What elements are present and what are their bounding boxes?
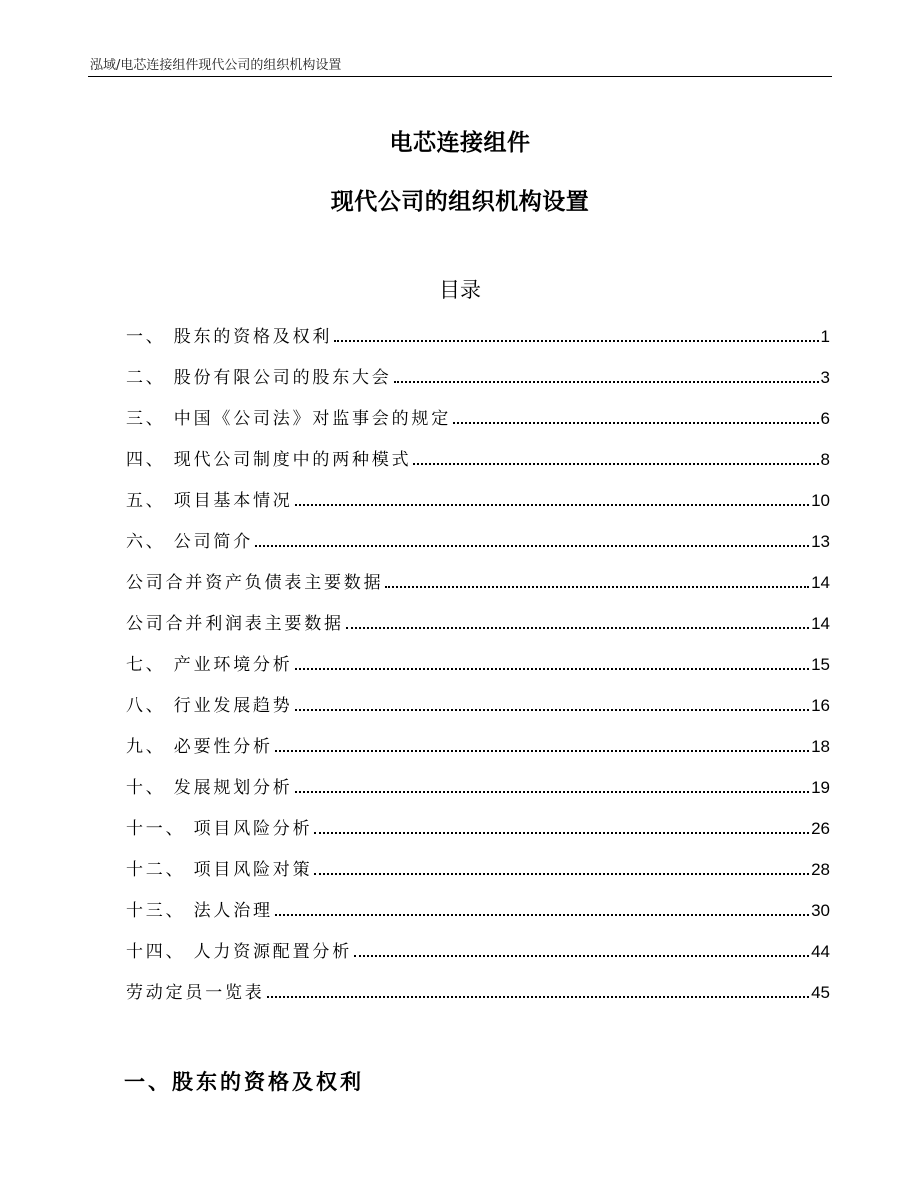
- header-divider: [88, 76, 832, 77]
- toc-leader-dots: [295, 709, 809, 711]
- toc-leader-dots: [295, 791, 809, 793]
- toc-entry[interactable]: [126, 487, 830, 528]
- toc-leader-dots: [346, 627, 809, 629]
- toc-entry[interactable]: [126, 938, 830, 979]
- toc-entry-label: 十一、 项目风险分析: [126, 819, 313, 839]
- toc-entry-page: 44: [811, 942, 830, 961]
- toc-entry-label: 十四、 人力资源配置分析: [126, 942, 353, 962]
- toc-entry-label: 二、 股份有限公司的股东大会: [126, 368, 392, 388]
- toc-leader-dots: [413, 463, 818, 465]
- toc-entry[interactable]: [126, 569, 830, 610]
- toc-entry-page: 16: [811, 696, 830, 715]
- toc-leader-dots: [295, 668, 809, 670]
- toc-entry[interactable]: [126, 733, 830, 774]
- toc-leader-dots: [385, 586, 809, 588]
- toc-entry-label: 一、 股东的资格及权利: [126, 327, 333, 347]
- toc-entry[interactable]: [126, 815, 830, 856]
- toc-leader-dots: [295, 504, 809, 506]
- toc-entry-label: 三、 中国《公司法》对监事会的规定: [126, 409, 452, 429]
- toc-leader-dots: [267, 996, 809, 998]
- toc-leader-dots: [334, 340, 818, 342]
- toc-entry-page: 19: [811, 778, 830, 797]
- toc-entry[interactable]: [126, 405, 830, 446]
- toc-entry-label: 四、 现代公司制度中的两种模式: [126, 450, 412, 470]
- toc-entry-page: 45: [811, 983, 830, 1002]
- toc-entry[interactable]: [126, 774, 830, 815]
- toc-entry-label: 十、 发展规划分析: [126, 778, 293, 798]
- toc-entry-page: 13: [811, 532, 830, 551]
- toc-entry[interactable]: [126, 692, 830, 733]
- toc-entry-label: 公司合并利润表主要数据: [126, 614, 344, 634]
- toc-entry-label: 公司合并资产负债表主要数据: [126, 573, 384, 593]
- toc-entry-page: 14: [811, 573, 830, 592]
- toc-entry-page: 15: [811, 655, 830, 674]
- toc-entry[interactable]: [126, 528, 830, 569]
- toc-entry[interactable]: [126, 897, 830, 938]
- toc-entry[interactable]: [126, 323, 830, 364]
- toc-leader-dots: [394, 381, 819, 383]
- toc-entry-label: 五、 项目基本情况: [126, 491, 293, 511]
- toc-entry[interactable]: [126, 610, 830, 651]
- toc-heading: 目录: [439, 278, 481, 302]
- table-of-contents: [126, 323, 830, 1020]
- toc-leader-dots: [314, 832, 809, 834]
- toc-leader-dots: [255, 545, 809, 547]
- toc-entry-page: 14: [811, 614, 830, 633]
- toc-entry[interactable]: [126, 979, 830, 1020]
- toc-entry-label: 十二、 项目风险对策: [126, 860, 313, 880]
- toc-leader-dots: [314, 873, 809, 875]
- toc-entry[interactable]: [126, 856, 830, 897]
- toc-entry[interactable]: [126, 446, 830, 487]
- toc-entry-page: 30: [811, 901, 830, 920]
- toc-entry-page: 1: [820, 327, 830, 346]
- toc-entry-page: 26: [811, 819, 830, 838]
- toc-entry[interactable]: [126, 651, 830, 692]
- toc-entry-label: 七、 产业环境分析: [126, 655, 293, 675]
- toc-leader-dots: [275, 914, 809, 916]
- running-header: 泓域/电芯连接组件现代公司的组织机构设置: [90, 58, 342, 73]
- toc-leader-dots: [354, 955, 809, 957]
- toc-entry[interactable]: [126, 364, 830, 405]
- toc-entry-label: 十三、 法人治理: [126, 901, 273, 921]
- toc-entry-page: 10: [811, 491, 830, 510]
- toc-entry-label: 劳动定员一览表: [126, 983, 265, 1003]
- toc-entry-label: 六、 公司简介: [126, 532, 254, 552]
- toc-entry-page: 28: [811, 860, 830, 879]
- toc-entry-page: 18: [811, 737, 830, 756]
- toc-entry-label: 八、 行业发展趋势: [126, 696, 293, 716]
- toc-entry-label: 九、 必要性分析: [126, 737, 273, 757]
- toc-entry-page: 3: [820, 368, 830, 387]
- toc-entry-page: 8: [820, 450, 830, 469]
- toc-entry-page: 6: [820, 409, 830, 428]
- toc-leader-dots: [453, 422, 819, 424]
- document-title: 电芯连接组件: [389, 130, 531, 156]
- toc-leader-dots: [275, 750, 809, 752]
- section-heading: 一、股东的资格及权利: [124, 1070, 364, 1094]
- document-subtitle: 现代公司的组织机构设置: [330, 189, 590, 215]
